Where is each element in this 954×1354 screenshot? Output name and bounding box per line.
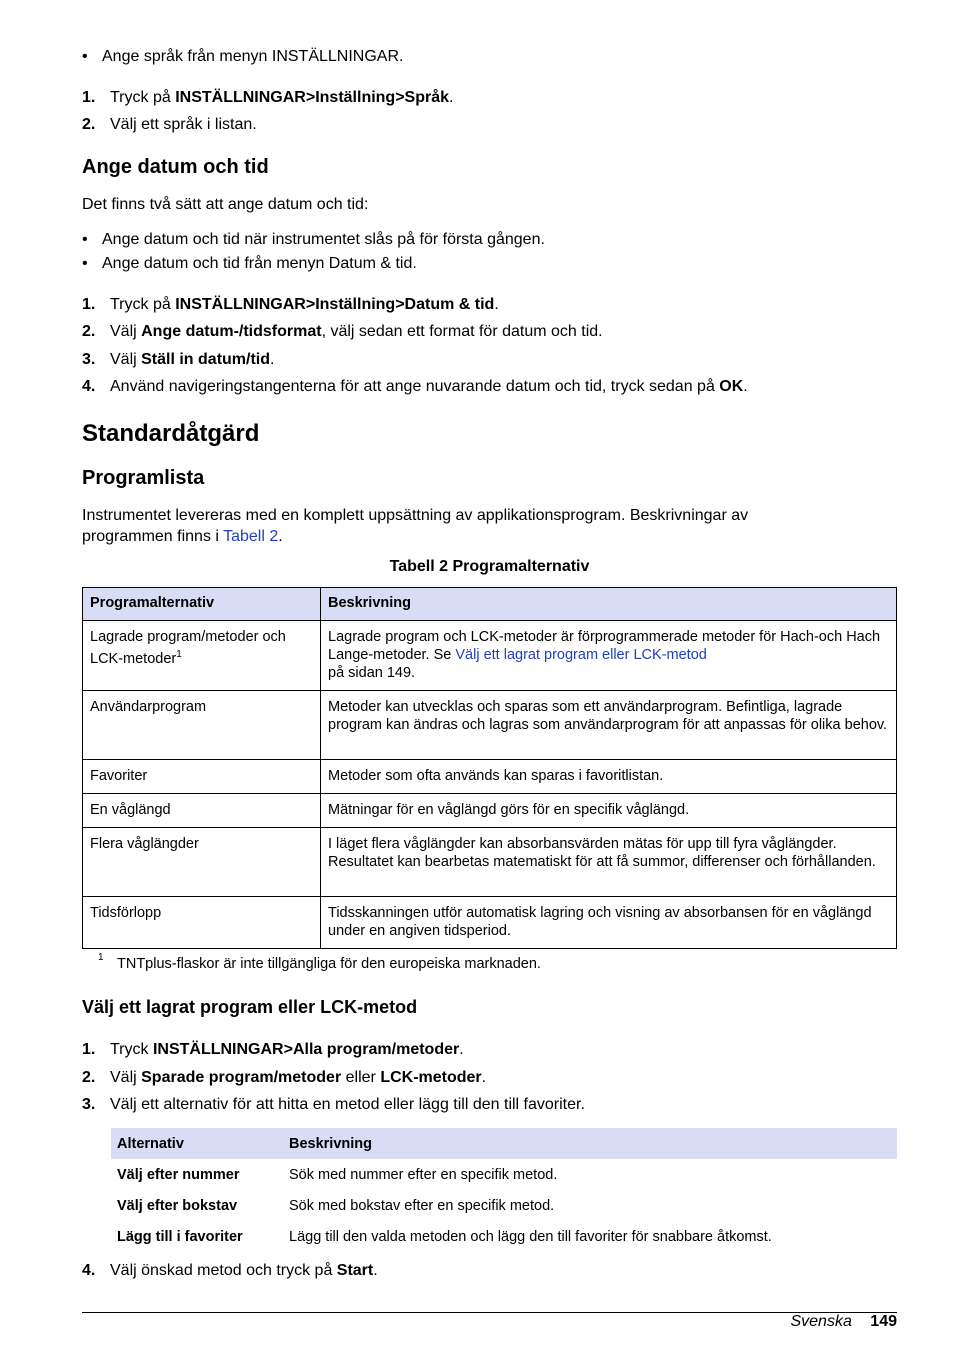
table-row <box>83 897 897 949</box>
description-cell: Sök med nummer efter en specifik metod. <box>289 1167 558 1183</box>
option-cell: Användarprogram <box>83 691 321 760</box>
option-cell: Välj efter bokstav <box>117 1198 238 1214</box>
table-row <box>83 621 897 691</box>
description-cell: I läget flera våglängder kan absorbansvärden mätas för upp till fyra våglängder. Resultatet kan bearbetas matematiskt för att få summor, differenser och förhållanden. <box>321 828 897 897</box>
step-text: Tryck på INSTÄLLNINGAR>Inställning>Språk. <box>110 89 454 106</box>
table-row <box>83 828 897 897</box>
program-options-table <box>82 587 897 949</box>
column-header: Beskrivning <box>283 1128 897 1159</box>
bullet-marker: • <box>82 255 88 272</box>
section-heading-programlista: Programlista <box>82 467 205 489</box>
description-cell: Sök med bokstav efter en specifik metod. <box>289 1198 555 1214</box>
date-intro: Det finns två sätt att ange datum och tid: <box>82 196 369 213</box>
option-cell: Lägg till i favoriter <box>117 1229 243 1245</box>
section-heading-date-time: Ange datum och tid <box>82 156 269 178</box>
option-cell: Favoriter <box>83 760 321 794</box>
programlista-paragraph: Instrumentet levereras med en komplett uppsättning av applikationsprogram. Beskrivningar av programmen finns i Tabell 2. <box>82 507 749 545</box>
option-cell: Tidsförlopp <box>83 897 321 949</box>
table-row <box>83 760 897 794</box>
description-cell: Lagrade program och LCK-metoder är förprogrammerade metoder för Hach-och Hach Lange-metoder. Se Välj ett lagrat program eller LCK-metod på sidan 149. <box>321 621 897 691</box>
table-header-row <box>83 588 897 621</box>
lck-method-link[interactable]: Välj ett lagrat program eller LCK-metod <box>455 647 707 663</box>
table-2-link[interactable]: Tabell 2 <box>223 528 279 545</box>
description-cell: Metoder kan utvecklas och sparas som ett användarprogram. Befintliga, lagrade program kan ändras och lagras som användarprogram för att anpassas för olika behov. <box>321 691 897 760</box>
description-cell: Mätningar för en våglängd görs för en specifik våglängd. <box>321 794 897 828</box>
table-row <box>83 794 897 828</box>
page-number: 149 <box>870 1313 897 1330</box>
table-header-row <box>111 1128 897 1159</box>
footer-rule <box>82 1312 897 1313</box>
section-heading-lck: Välj ett lagrat program eller LCK-metod <box>82 997 418 1017</box>
option-cell: En våglängd <box>83 794 321 828</box>
footer-language: Svenska <box>790 1313 852 1330</box>
table-row <box>111 1221 897 1252</box>
column-header: Alternativ <box>111 1128 283 1159</box>
search-options-table <box>111 1128 897 1252</box>
bullet-marker: • <box>82 48 88 65</box>
step-number: 2. <box>82 116 96 133</box>
column-header: Programalternativ <box>83 588 321 621</box>
option-cell: Flera våglängder <box>83 828 321 897</box>
bullet-text: Ange språk från menyn INSTÄLLNINGAR. <box>102 48 404 65</box>
step-number: 1. <box>82 89 96 106</box>
option-cell: Lagrade program/metoder och LCK-metoder$^1$ <box>83 621 321 691</box>
description-cell: Tidsskanningen utför automatisk lagring och visning av absorbansen för en våglängd under en angiven tidsperiod. <box>321 897 897 949</box>
description-cell: Lägg till den valda metoden och lägg den till favoriter för snabbare åtkomst. <box>289 1229 772 1245</box>
bullet-marker: • <box>82 231 88 248</box>
table-row <box>111 1159 897 1190</box>
option-cell: Välj efter nummer <box>117 1167 240 1183</box>
table-row <box>83 691 897 760</box>
step-text: Välj ett språk i listan. <box>110 116 257 133</box>
column-header: Beskrivning <box>321 588 897 621</box>
table-caption: Tabell 2 Programalternativ <box>389 558 590 575</box>
footnote-ref: 1 <box>176 649 182 660</box>
section-heading-standard: Standardåtgärd <box>82 420 260 447</box>
table-row <box>111 1190 897 1221</box>
page-footer <box>790 1313 897 1331</box>
description-cell: Metoder som ofta används kan sparas i favoritlistan. <box>321 760 897 794</box>
